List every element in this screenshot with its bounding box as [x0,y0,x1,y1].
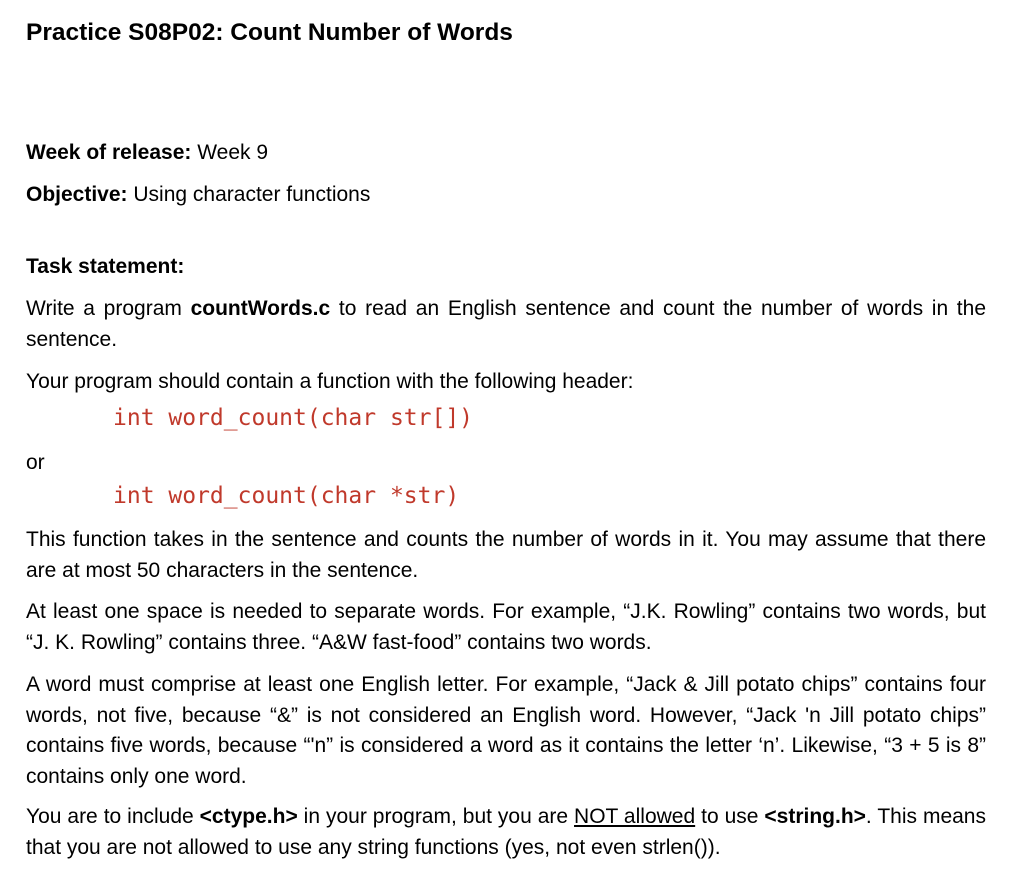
p6-pre: You are to include [26,805,200,828]
function-signature-array: int word_count(char str[]) [113,405,474,431]
or-separator: or [26,451,45,474]
p6-mid: in your program, but you are [297,805,575,828]
paragraph-function-behavior: This function takes in the sentence and counts the number of words in it. You may assume that there are at most 50 characters in the sentence. [26,528,986,582]
p6-mid2: to use [695,805,765,828]
p1-pre: Write a program [26,297,191,320]
ctype-header: <ctype.h> [199,805,298,828]
paragraph-program-description [26,294,986,355]
week-of-release [26,141,268,165]
program-filename: countWords.c [190,297,331,320]
paragraph-word-separation: At least one space is needed to separate words. For example, “J.K. Rowling” contains two words, but “J. K. Rowling” contains three. “A&W fast-food” contains two words. [26,600,986,654]
p6-post: . This means that you are not allowed to use any string functions (yes, not even strlen()). [26,805,986,859]
function-signature-pointer: int word_count(char *str) [113,483,460,509]
paragraph-library-restrictions [26,802,986,863]
paragraph-word-definition: A word must comprise at least one English letter. For example, “Jack & Jill potato chips” contains four words, not five, because “&” is not considered an English word. However, “Jack 'n Jill potato chips” contains five words, because “'n” is considered a word as it contains the letter ‘n’. Likewise, “3 + 5 is 8” contains only one word. [26,673,986,788]
string-header: <string.h> [764,805,866,828]
week-label: Week of release: [26,141,192,164]
objective-value: Using character functions [133,183,371,206]
paragraph-function-header-intro: Your program should contain a function with the following header: [26,370,634,393]
p1-post: to read an English sentence and count the number of words in the sentence. [26,297,987,351]
page-title: Practice S08P02: Count Number of Words [26,19,513,46]
objective [26,183,370,207]
task-statement-heading: Task statement: [26,255,185,278]
objective-label: Objective: [26,183,128,206]
week-value: Week 9 [197,141,269,164]
not-allowed-text: NOT allowed [574,805,696,828]
